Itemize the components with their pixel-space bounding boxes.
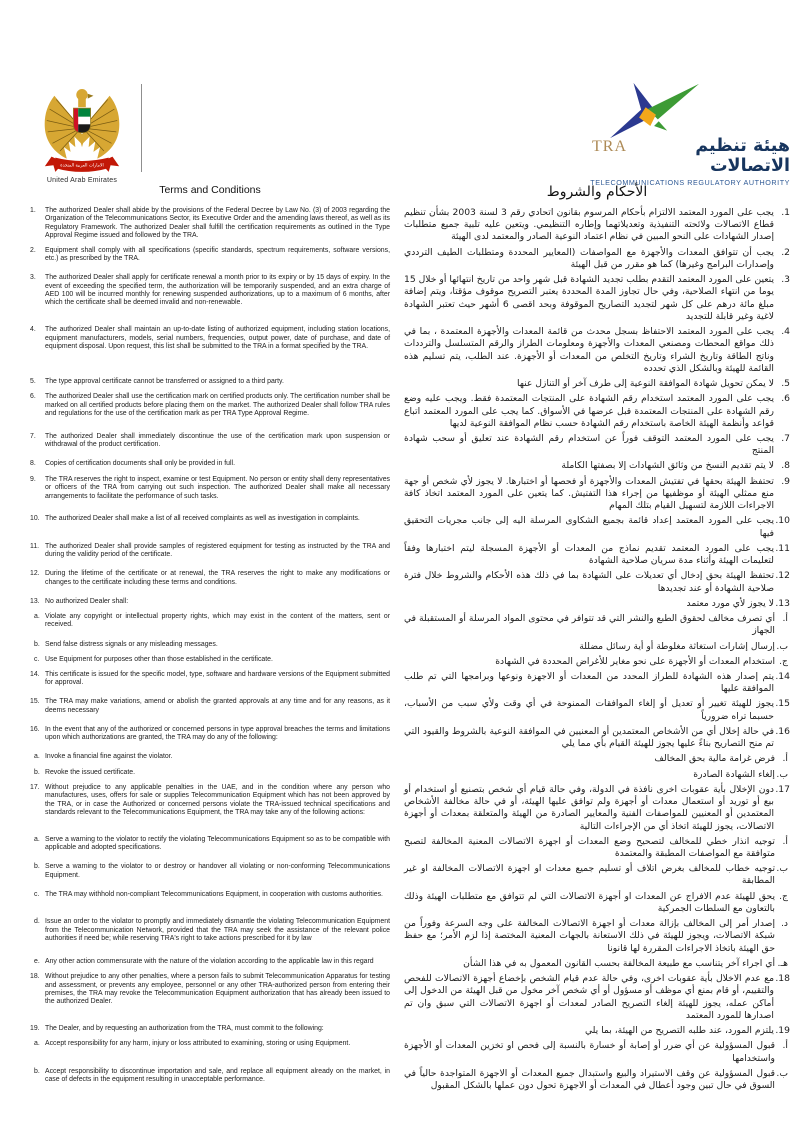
term-row — [30, 613, 790, 637]
term-text-arabic: يجب على المورد المعتمد تقديم نماذج من المعدات أو الأجهزة المسجلة ليتم اختبارها وفقاً لتعليمات الهيئة وأثناء مدة سريان صلاحية الشهادة — [404, 542, 774, 567]
column-gutter — [390, 918, 404, 955]
term-number-english: 12. — [30, 570, 40, 578]
term-item-arabic — [404, 543, 790, 567]
term-number-arabic: 14. — [775, 670, 790, 682]
term-text-arabic: تحتفظ الهيئة بحقها في تفتيش المعدات والأجهزة أو فحصها أو اختبارها. لا يجوز لأي شخص أو جهة منع ممثلي الهيئة أو موظفيها من إجراء هذا التفتيش. كما يتعين على المورد المعتمد اتخاذ كافة الاجراءات اللازمة لتسهيل القيام بتلك المهام — [404, 475, 774, 512]
term-text-arabic: لا يتم تقديم النسخ من وثائق الشهادات إلا بصفتها الكاملة — [561, 460, 774, 472]
term-text-arabic: يجب على المورد المعتمد استخدام رقم الشهادة على المنتجات المعتمدة فقط. ويجب عليه وضع رقم الشهادة على المنتجات المعتمدة قبل عرضها في الأسواق. كما يجب على المورد المعتمد اتباع قواعد وأنظمة الهيئة الخاصة باستخدام رقم الشهادة حسب نظام الموافقة النوعية لديها — [404, 393, 774, 429]
term-item-arabic — [404, 1040, 790, 1064]
term-number-english: 18. — [30, 973, 40, 981]
term-item-arabic — [404, 207, 790, 244]
column-gutter — [390, 726, 404, 750]
tra-name-arabic: هيئة تنظيم الاتصالات — [695, 136, 790, 176]
term-item-english — [30, 433, 390, 457]
term-item-english — [30, 641, 390, 653]
term-item-english — [30, 1040, 390, 1064]
term-item-english — [30, 891, 390, 915]
term-item-english — [30, 570, 390, 594]
term-row — [30, 769, 790, 781]
term-text-arabic: مع عدم الاخلال بأية عقوبات اخرى، وفي حالة عدم قيام الشخص بإخضاع أجهزة الاتصالات للفحص والتقييم، أو قام بمنع أي موظف أو مسؤول أو أي شخص آخر مخول من قبل الهيئة من الدخول إلى أماكن عمله، يجوز للهيئة إلغاء التصريح الصادر لمعدات أو اجهزة الاتصالات التي سبق وان تم اصدارها للمورد المعتمد — [404, 973, 774, 1021]
term-item-english — [30, 918, 390, 955]
column-gutter — [390, 207, 404, 244]
term-number-english: 3. — [30, 274, 36, 282]
column-gutter — [390, 433, 404, 457]
term-row — [30, 973, 790, 1022]
tra-x-mark-icon — [608, 82, 702, 140]
term-number-arabic: 8. — [781, 460, 790, 472]
term-text-english: Invoke a financial fine against the violator. — [45, 753, 173, 761]
term-row — [30, 378, 790, 390]
term-item-arabic — [404, 393, 790, 430]
term-item-arabic — [404, 753, 790, 765]
term-item-english — [30, 671, 390, 695]
term-number-arabic: ب. — [776, 768, 788, 780]
term-item-english — [30, 726, 390, 750]
term-item-english — [30, 515, 390, 539]
term-item-arabic — [404, 641, 790, 653]
term-item-english — [30, 207, 390, 244]
term-item-english — [30, 274, 390, 323]
term-number-english: b. — [34, 863, 40, 871]
term-text-english: No authorized Dealer shall: — [45, 597, 129, 605]
term-item-arabic — [404, 769, 790, 781]
term-text-arabic: يجوز للهيئة تغيير أو تعديل أو إلغاء الموافقات الممنوحة في أي وقت ولأي سبب من الأسباب، حسبما تراه ضرورياً — [404, 698, 774, 722]
term-item-english — [30, 460, 390, 472]
term-item-english — [30, 1068, 390, 1092]
term-number-arabic: 17. — [775, 783, 790, 795]
term-item-english — [30, 784, 390, 833]
term-text-arabic: توجيه انذار خطي للمخالف لتصحيح وضع المعدات أو اجهزة الاتصالات المعنية المخالفة لتصبح متوافقة مع المواصفات المطبقة والمعتمدة — [404, 835, 775, 860]
term-number-english: d. — [34, 918, 40, 926]
term-number-english: 10. — [30, 515, 40, 523]
term-number-english: 14. — [30, 670, 40, 678]
term-text-english: Violate any copyright or intellectual property rights, which may exist in the content of the matters, sent or received. — [45, 613, 390, 629]
header-divider — [141, 84, 142, 172]
term-text-english: Accept responsibility for any harm, injury or loss attributed to examining, storing or using Equipment. — [45, 1040, 351, 1048]
tra-name-english: TELECOMMUNICATIONS REGULATORY AUTHORITY — [590, 178, 790, 187]
term-text-arabic: يجب على المورد المعتمد الالتزام بأحكام المرسوم بقانون اتحادي رقم 3 لسنة 2003 بشأن تنظيم قطاع الاتصالات ولائحته التنفيذية وتعديلاتهما وإطاره التنظيمي. ويتعين عليه تلبية جميع متطلبات إصدار الشهادات على النحو المبين في نظام اعتماد النوعية الصادر والمعتمد لدى الهيئة — [404, 207, 774, 243]
term-item-arabic — [404, 671, 790, 695]
term-text-english: Copies of certification documents shall only be provided in full. — [45, 460, 235, 468]
term-text-arabic: إرسال إشارات استغاثة مغلوطة أو أية رسائل مضللة — [579, 640, 775, 652]
column-gutter — [390, 641, 404, 653]
column-gutter — [390, 671, 404, 695]
term-number-arabic: 3. — [781, 274, 790, 286]
term-item-arabic — [404, 460, 790, 472]
term-number-arabic: أ. — [782, 835, 788, 847]
term-number-english: 17. — [30, 783, 40, 791]
term-text-english: The authorized Dealer shall make a list of all received complaints as well as investigation in complaints. — [45, 515, 360, 523]
term-row — [30, 641, 790, 653]
term-item-arabic — [404, 656, 790, 668]
term-text-english: Accept responsibility to discontinue importation and sale, and replace all equipment already on the market, in case of defects in the equipment resulting in unacceptable performance. — [45, 1067, 390, 1084]
term-item-arabic — [404, 836, 790, 860]
term-text-english: The TRA reserves the right to inspect, examine or test Equipment. No person or entity shall deny representatives or officers of the TRA from carrying out such inspection. The authorized Dealer shall make all necessary arrangements to facilitate the performance of such tasks. — [45, 475, 390, 500]
tra-logo-block — [592, 84, 790, 187]
term-item-arabic — [404, 598, 790, 610]
tra-acronym: TRA — [592, 138, 627, 155]
term-number-arabic: 9. — [781, 475, 790, 487]
term-text-english: The authorized Dealer shall provide samples of registered equipment for testing as instructed by the TRA and during the validity period of the certificate. — [45, 542, 390, 559]
term-text-arabic: يحق للهيئة عدم الافراج عن المعدات او أجهزة الاتصالات التي لم تتوافق مع متطلبات الهيئة وذلك بالتعاون مع السلطات الجمركية — [404, 890, 775, 914]
term-item-english — [30, 476, 390, 513]
term-item-english — [30, 1025, 390, 1037]
term-text-arabic: إصدار أمر إلى المخالف بإزالة معدات أو اجهزة الاتصالات المخالفة على وجه السرعة وفوراً من شبكة الاتصالات، ويجوز للهيئة في ذلك الاستعانة بالجهات المعنية المختصة إذا لزم الأمر؛ مع حفظ حق الهيئة باتخاذ الاجراءات المقررة لها قانونا — [404, 918, 775, 954]
term-number-arabic: ب. — [776, 863, 788, 875]
term-number-english: 19. — [30, 1025, 40, 1033]
term-row — [30, 543, 790, 567]
term-number-english: 5. — [30, 378, 36, 386]
term-number-english: a. — [34, 613, 40, 621]
term-item-arabic — [404, 784, 790, 833]
term-item-english — [30, 393, 390, 430]
term-number-arabic: 11. — [775, 542, 790, 554]
term-item-arabic — [404, 613, 790, 637]
term-row — [30, 958, 790, 970]
term-number-english: 4. — [30, 326, 36, 334]
term-text-english: The authorized Dealer shall use the certification mark on certified products only. The certification number shall be marked on all certified products before placing them on the market. The authorized Dealer shall follow TRA rules and regulations for the use of the certification mark as per TRA Type Approval Regime. — [45, 393, 390, 418]
term-row — [30, 784, 790, 833]
term-text-arabic: يجب على المورد المعتمد إعداد قائمة بجميع الشكاوى المرسلة اليه إلى جانب مجريات التحقيق فيها — [404, 515, 774, 539]
term-number-arabic: أ. — [782, 753, 788, 765]
term-text-english: The Dealer, and by requesting an authorization from the TRA, must commit to the following: — [45, 1025, 324, 1033]
term-text-english: During the lifetime of the certificate or at renewal, the TRA reserves the right to make any modifications or changes to the certificate including these terms and conditions. — [45, 570, 390, 586]
term-text-arabic: يجب أن تتوافق المعدات والأجهزة مع المواصفات (المعايير المحددة ومتطلبات الطيف الترددي وإصدارات البرامج وغيرها) كما هو مقرر من قبل الهيئة — [404, 246, 774, 270]
term-number-arabic: 1. — [781, 207, 790, 218]
term-text-arabic: فرض غرامة مالية بحق المخالف — [654, 753, 775, 765]
term-item-arabic — [404, 891, 790, 915]
term-number-english: 16. — [30, 725, 40, 733]
term-text-arabic: قبول المسؤولية عن وقف الاستيراد والبيع واستبدال جميع المعدات أو الاجهزة المتواجدة حالياً في السوق في حال تبين وجود أعطال في المعدات أو الاجهزة تحول دون عملها بالشكل المقبول — [404, 1067, 775, 1091]
term-row — [30, 753, 790, 765]
term-row — [30, 247, 790, 271]
term-item-english — [30, 753, 390, 765]
term-row — [30, 598, 790, 610]
uae-falcon-emblem-icon — [42, 84, 122, 176]
term-row — [30, 476, 790, 513]
term-number-arabic: أ. — [782, 613, 788, 625]
term-number-arabic: ب. — [776, 1067, 788, 1079]
term-item-english — [30, 598, 390, 610]
column-gutter — [390, 476, 404, 513]
term-number-arabic: ب. — [776, 640, 788, 652]
term-number-arabic: د. — [780, 918, 788, 930]
term-row — [30, 207, 790, 244]
term-row — [30, 671, 790, 695]
term-number-english: 6. — [30, 393, 36, 401]
term-text-english: The type approval certificate cannot be transferred or assigned to a third party. — [45, 378, 284, 386]
term-number-arabic: 7. — [781, 432, 790, 444]
term-item-arabic — [404, 698, 790, 722]
term-text-english: The authorized Dealer shall abide by the provisions of the Federal Decree by Law No. (3) of 2003 regarding the Organization of the Telecommunications Sector, its Executive Order and the amending laws thereof, as well as its Regulatory Framework. The authorized Dealer shall fulfill the certification requirements as outlined in the Type Approval Regime issued and followed by the TRA. — [45, 207, 390, 240]
term-row — [30, 726, 790, 750]
column-gutter — [390, 378, 404, 390]
term-text-arabic: توجيه خطاب للمخالف بغرض اتلاف أو تسليم جميع معدات او اجهزة الاتصالات المخالفة او غير المطابقة — [404, 863, 775, 887]
term-text-english: In the event that any of the authorized or concerned persons in type approval breaches the terms and limitations upon which authorizations are granted, the TRA may do any of the following: — [45, 725, 390, 742]
term-text-arabic: قبول المسؤولية عن أي ضرر أو إصابة أو خسارة بالنسبة إلى فحص او تخزين المعدات أو الأجهزة واستخدامها — [404, 1040, 775, 1064]
term-number-arabic: 6. — [781, 393, 790, 405]
term-number-arabic: 2. — [781, 246, 790, 258]
term-item-english — [30, 247, 390, 271]
term-number-english: 15. — [30, 698, 40, 706]
column-gutter — [390, 460, 404, 472]
column-gutter — [390, 656, 404, 668]
term-row — [30, 1040, 790, 1064]
term-item-arabic — [404, 378, 790, 390]
term-row — [30, 433, 790, 457]
term-text-english: Without prejudice to any other penalties, where a person fails to submit Telecommunication Apparatus for testing and assessment, or prevents any employee, personnel or any other TRA-authorized person from entering their premises, the TRA may revoke the Telecommunication Equipment authorization that has already been issued to the authorized Dealer. — [45, 973, 390, 1006]
term-text-english: Any other action commensurate with the nature of the violation according to the applicable law in this regard — [45, 957, 374, 965]
term-item-english — [30, 543, 390, 567]
term-number-english: 8. — [30, 460, 36, 468]
term-number-arabic: 4. — [781, 326, 790, 338]
term-number-english: 1. — [30, 207, 36, 214]
term-text-english: Send false distress signals or any misleading messages. — [45, 640, 218, 648]
term-item-english — [30, 378, 390, 390]
term-item-arabic — [404, 1025, 790, 1037]
term-text-arabic: إلغاء الشهادة الصادرة — [693, 768, 775, 780]
term-text-arabic: تحتفظ الهيئة بحق إدخال أي تعديلات على الشهادة بما في ذلك هذه الأحكام والشروط خلال فترة صلاحية الشهادة أو عند تجديدها — [404, 570, 774, 594]
term-number-english: c. — [34, 655, 40, 663]
titles-row — [30, 184, 790, 200]
term-row — [30, 836, 790, 860]
document-header — [30, 84, 790, 187]
term-text-english: The authorized Dealer shall immediately discontinue the use of the certification mark upon suspension or withdrawal of the product certification. — [45, 432, 390, 449]
term-number-english: e. — [34, 957, 40, 965]
column-gutter — [390, 515, 404, 539]
term-number-arabic: 13. — [775, 597, 790, 609]
term-row — [30, 460, 790, 472]
term-text-english: Use Equipment for purposes other than those established in the certificate. — [45, 655, 273, 663]
term-item-arabic — [404, 918, 790, 955]
column-gutter — [390, 769, 404, 781]
term-number-arabic: 19. — [775, 1025, 790, 1037]
term-number-english: a. — [34, 1040, 40, 1048]
column-gutter — [390, 326, 404, 375]
term-number-arabic: 18. — [775, 973, 790, 985]
term-text-english: Serve a warning to the violator to rectify the violating Telecommunications Equipment so as to be compatible with applicable and adopted specifications. — [45, 835, 390, 852]
term-number-english: 13. — [30, 597, 40, 605]
term-item-english — [30, 613, 390, 637]
term-text-english: This certificate is issued for the specific model, type, software and hardware versions of the Equipment submitted for approval. — [45, 670, 390, 687]
term-number-arabic: 12. — [775, 570, 790, 582]
term-number-arabic: ج. — [779, 890, 788, 902]
term-item-arabic — [404, 247, 790, 271]
term-item-arabic — [404, 326, 790, 375]
term-row — [30, 515, 790, 539]
term-item-english — [30, 863, 390, 887]
term-text-arabic: دون الإخلال بأية عقوبات اخرى نافذة في الدولة، وفي حالة قيام أي شخص بتصنيع أو استخدام أو بيع أو توريد أو استعمال معدات أو أجهزة ولم توافق عليها الهيئة، أو في حالة مخالفة الأشخاص المعتمدين أو المعنيين للمواصفات الفنية والمعايير الصادرة من الهيئة والمتعلقة بمعدات أو أجهزة الاتصالات، يجوز للهيئة اتخاذ أي من الإجراءات التالية — [404, 783, 774, 832]
term-number-english: a. — [34, 753, 40, 761]
column-gutter — [390, 570, 404, 594]
term-row — [30, 656, 790, 668]
column-gutter — [390, 891, 404, 915]
term-text-english: Equipment shall comply with all specifications (specific standards, spectrum requirements, software versions, etc.) as prescribed by the TRA. — [45, 246, 390, 263]
uae-emblem-block — [30, 84, 134, 184]
term-number-arabic: 16. — [775, 725, 790, 737]
term-text-english: The authorized Dealer shall maintain an up-to-date listing of authorized equipment, including station locations, equipment manufacturers, models, serial numbers, frequencies, output power, date of purchase, and date of equipment disposal. Upon request, this list shall be submitted to the TRA in a format specified by the TRA. — [45, 326, 390, 350]
term-row — [30, 274, 790, 323]
column-gutter — [390, 274, 404, 323]
term-text-arabic: يجب على المورد المعتمد التوقف فوراً عن استخدام رقم الشهادة عند تعليق أو سحب شهادة المنتج — [404, 432, 774, 457]
terms-body — [30, 207, 790, 1092]
terms-title-english: Terms and Conditions — [159, 184, 261, 196]
column-gutter — [390, 1040, 404, 1064]
term-row — [30, 863, 790, 887]
term-item-arabic — [404, 958, 790, 970]
term-item-arabic — [404, 570, 790, 594]
term-item-arabic — [404, 274, 790, 323]
term-number-english: b. — [34, 1067, 40, 1075]
column-gutter — [390, 543, 404, 567]
term-number-english: 2. — [30, 246, 36, 254]
term-text-arabic: يلتزم المورد، عند طلبه التصريح من الهيئة، بما يلي — [584, 1025, 774, 1037]
column-gutter — [390, 753, 404, 765]
term-number-english: 9. — [30, 475, 36, 483]
term-text-arabic: أي اجراء آخر يتناسب مع طبيعة المخالفة بحسب القانون المعمول به في هذا الشأن — [463, 957, 775, 969]
column-gutter — [390, 393, 404, 430]
term-text-arabic: في حالة إخلال أي من الأشخاص المعتمدين أو المعنيين في الموافقة النوعية بالشروط والقيود التي تم منح التصاريح بناءً عليها يجوز للهيئة القيام بأي مما يلي — [404, 725, 774, 750]
term-row — [30, 891, 790, 915]
term-text-arabic: استخدام المعدات أو الأجهزة على نحو مغاير للأغراض المحددة في الشهادة — [495, 655, 775, 667]
term-item-english — [30, 958, 390, 970]
term-number-english: b. — [34, 640, 40, 648]
term-number-arabic: 15. — [775, 698, 790, 710]
term-text-arabic: يتم إصدار هذه الشهادة للطراز المحدد من المعدات أو الاجهزة ونوعها وبرامجها التي تم طلب الموافقة عليها — [404, 670, 774, 695]
term-item-arabic — [404, 433, 790, 457]
term-item-arabic — [404, 1068, 790, 1092]
emblem-ribbon-text: الامارات العربية المتحدة — [60, 163, 104, 169]
term-text-english: Issue an order to the violator to promptly and immediately dismantle the violating Telecommunication Equipment from the Telecommunication Network, provided that the TRA may seek the assistance of the relevant police authorities if need be; while reserving TRA's right to take actions prescribed for it by law — [45, 918, 390, 943]
term-item-english — [30, 656, 390, 668]
term-number-arabic: 5. — [781, 378, 790, 390]
term-number-english: a. — [34, 835, 40, 843]
term-item-arabic — [404, 515, 790, 539]
term-number-english: 11. — [30, 542, 40, 550]
term-item-english — [30, 769, 390, 781]
term-text-english: The TRA may withhold non-compliant Telecommunications Equipment, in cooperation with customs authorities. — [45, 890, 383, 898]
term-number-arabic: أ. — [782, 1040, 788, 1052]
term-number-english: b. — [34, 768, 40, 776]
term-item-arabic — [404, 973, 790, 1022]
term-text-arabic: يجب على المورد المعتمد الاحتفاظ بسجل محدث من قائمة المعدات والأجهزة المعتمدة ، بما في ذلك مواقع المحطات ومصنعي المعدات والأجهزة ومعلومات الطراز والرقم المتسلسل والترددات وناتج الطاقة وتاريخ الشراء وتاريخ التخلص من المعدات أو الأجهزة. عند الطلب، يتم تسليم هذه القائمة للهيئة وبالشكل الذي تحدده — [404, 326, 774, 374]
term-row — [30, 570, 790, 594]
tra-name-row — [592, 136, 790, 176]
term-number-arabic: 10. — [775, 515, 790, 527]
column-gutter — [390, 1025, 404, 1037]
term-item-english — [30, 326, 390, 375]
term-number-english: 7. — [30, 432, 36, 440]
column-gutter — [390, 1068, 404, 1092]
term-row — [30, 326, 790, 375]
term-item-arabic — [404, 476, 790, 513]
term-row — [30, 918, 790, 955]
term-item-english — [30, 973, 390, 1022]
term-item-arabic — [404, 863, 790, 887]
term-row — [30, 393, 790, 430]
column-gutter — [390, 973, 404, 1022]
term-row — [30, 698, 790, 722]
term-item-english — [30, 836, 390, 860]
term-item-arabic — [404, 726, 790, 750]
term-text-arabic: أي تصرف مخالف لحقوق الطبع والنشر التي قد تتوافر في محتوى المواد المرسلة أو المستقبلة في الجهاز — [404, 613, 775, 637]
term-text-english: Without prejudice to any applicable penalties in the UAE, and in the condition where any person who manufactures, uses, offers for sale or supplies Telecommunication Equipment which has not been approved by the TRA, or in case the Authorized or concerned persons violate the TRA-issued technical specifications and standards relevant to the Telecommunications Equipment, the TRA may take any of the following actions: — [45, 783, 390, 817]
terms-title-arabic: الأحكام والشروط — [546, 184, 648, 200]
term-row — [30, 1068, 790, 1092]
term-text-arabic: لا يجوز لأي مورد معتمد — [686, 597, 774, 609]
column-gutter — [390, 863, 404, 887]
term-number-arabic: ج. — [779, 655, 788, 667]
term-text-arabic: لا يمكن تحويل شهادة الموافقة النوعية إلى طرف آخر أو التنازل عنها — [517, 378, 774, 390]
column-gutter — [390, 958, 404, 970]
term-item-english — [30, 698, 390, 722]
emblem-caption: United Arab Emirates — [46, 177, 118, 184]
term-number-english: c. — [34, 890, 40, 898]
column-gutter — [390, 836, 404, 860]
term-text-english: The authorized Dealer shall apply for certificate renewal a month prior to its expiry or by 15 days of expiry. In the event of exceeding the specified term, the authorization will be temporarily suspended, and an extra charge of AED 100 will be incurred monthly for renewing suspended authorizations, up to a maximum of 6 months, after which the certificate shall be deemed invalid and non-renewable. — [45, 274, 390, 307]
term-text-english: Serve a warning to the violator to or destroy or handover all violating or non-conforming Telecommunications Equipment. — [45, 863, 390, 879]
term-text-arabic: يتعين على المورد المعتمد التقدم بطلب تجديد الشهادة قبل شهر واحد من تاريخ انتهائها أو خلال 15 يوما من انتهاء الصلاحية، وفي حال تجاوز المدة المحددة يعتبر التصريح موقوف مؤقتا، ويتم إضافة مبلغ مائة درهم على كل شهر لتجديد التصاريح الموقوفة وبحد اقصى 6 أشهر حيث تعتبر الشهادة لاغية وغير قابلة للتجديد — [404, 274, 774, 322]
column-gutter — [390, 613, 404, 637]
column-gutter — [390, 784, 404, 833]
term-text-english: Revoke the issued certificate. — [45, 768, 136, 776]
column-gutter — [390, 247, 404, 271]
term-text-english: The TRA may make variations, amend or abolish the granted approvals at any time and for any reasons, as it deems necessary — [45, 698, 390, 714]
term-row — [30, 1025, 790, 1037]
column-gutter — [390, 598, 404, 610]
term-number-arabic: هـ. — [777, 957, 788, 969]
column-gutter — [390, 698, 404, 722]
